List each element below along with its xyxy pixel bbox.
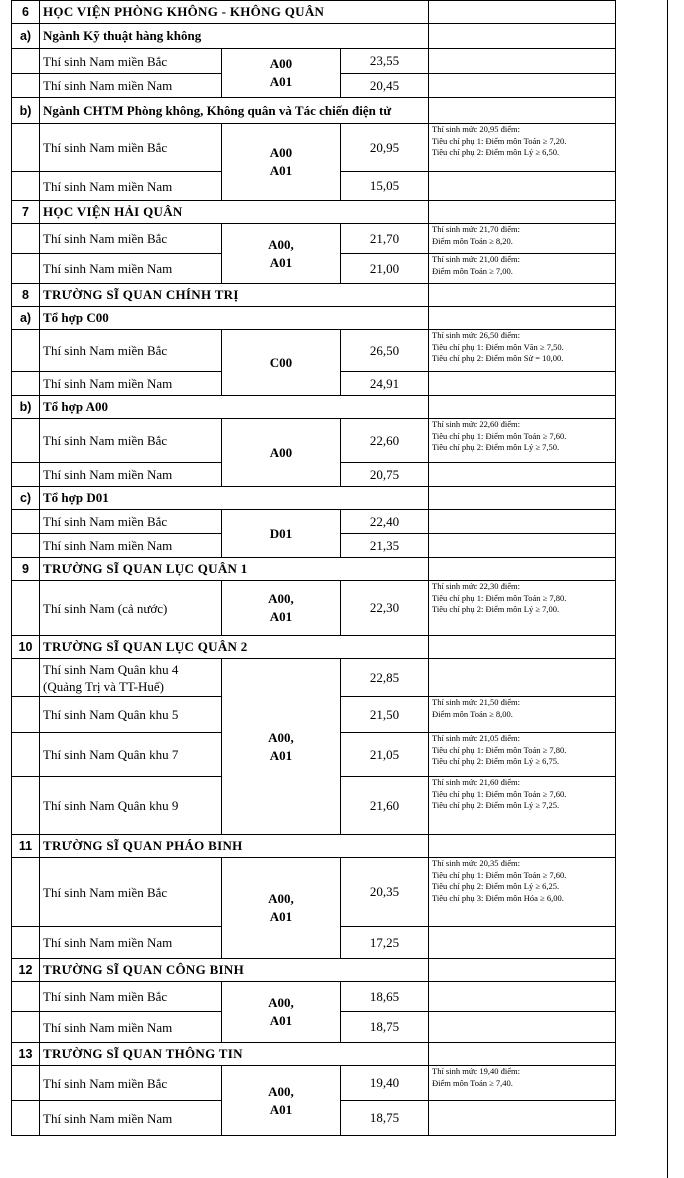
number-cell-empty	[12, 510, 40, 534]
text: b)	[19, 400, 32, 414]
admission-score	[341, 254, 429, 284]
candidate-group	[40, 1066, 222, 1101]
page-edge-line	[667, 0, 668, 1178]
text: 20,35	[369, 884, 400, 899]
tie-break-criteria	[429, 733, 616, 777]
subject-combination	[222, 419, 341, 487]
text: TRƯỜNG SĨ QUAN THÔNG TIN	[43, 1046, 243, 1061]
text: A00	[269, 56, 293, 71]
school-header-row	[12, 1043, 616, 1066]
text: Tiêu chí phụ 1: Điểm môn Toán ≥ 7,60.	[432, 430, 567, 441]
text: A01	[269, 1101, 293, 1117]
text: Tiêu chí phụ 2: Điểm môn Lý ≥ 7,25.	[432, 800, 560, 810]
number-cell-empty	[12, 927, 40, 959]
candidate-group	[40, 224, 222, 254]
note-cell-empty	[429, 927, 616, 959]
school-number	[12, 959, 40, 982]
number-cell-empty	[12, 1101, 40, 1136]
admission-score	[341, 463, 429, 487]
text: A00,	[268, 729, 294, 745]
text: c)	[19, 491, 32, 505]
school-name	[40, 558, 429, 581]
subject-combination	[222, 224, 341, 284]
subject-combination	[222, 330, 341, 396]
candidate-group	[40, 330, 222, 372]
school-header-row	[12, 558, 616, 581]
subject-combination	[222, 982, 341, 1043]
school-name	[40, 636, 429, 659]
school-number	[12, 1043, 40, 1066]
text: 20,95	[369, 139, 400, 155]
text: Tiêu chí phụ 2: Điểm môn Lý ≥ 6,25.	[432, 881, 560, 891]
admission-score	[341, 172, 429, 201]
text: A01	[269, 609, 293, 624]
text: Thí sinh Nam miền Nam	[43, 935, 173, 950]
number-cell-empty	[12, 1066, 40, 1101]
text: Tiêu chí phụ 2: Điểm môn Sử = 10,00.	[432, 353, 564, 363]
group-title	[40, 307, 429, 330]
text: Thí sinh Nam miền Bắc	[43, 514, 168, 529]
subject-combination	[222, 124, 341, 201]
candidate-group	[40, 858, 222, 927]
text: 21,05	[369, 746, 400, 762]
text: A00,	[268, 1083, 294, 1099]
text: Thí sinh Nam Quân khu 4	[43, 661, 179, 677]
text: Thí sinh mức 21,50 điểm:	[432, 697, 520, 707]
number-cell-empty	[12, 49, 40, 74]
candidate-group	[40, 777, 222, 835]
tie-break-criteria	[429, 254, 616, 284]
text: Thí sinh Nam miền Nam	[43, 78, 173, 93]
table-row	[12, 124, 616, 172]
note-cell-empty	[429, 1, 616, 24]
number-cell-empty	[12, 224, 40, 254]
number-cell-empty	[12, 733, 40, 777]
text: TRƯỜNG SĨ QUAN CHÍNH TRỊ	[43, 287, 239, 302]
text: Tiêu chí phụ 1: Điểm môn Toán ≥ 7,80.	[432, 592, 567, 603]
text: Thí sinh Nam Quân khu 9	[43, 798, 179, 813]
admission-score	[341, 858, 429, 927]
text: Ngành Kỹ thuật hàng không	[43, 28, 202, 43]
subject-combination	[222, 659, 341, 835]
text: Tiêu chí phụ 2: Điểm môn Lý ≥ 7,00.	[432, 604, 560, 614]
table-row	[12, 330, 616, 372]
text: Tổ hợp C00	[43, 310, 109, 325]
text: Thí sinh Nam miền Nam	[43, 538, 173, 553]
text: A01	[269, 747, 293, 763]
school-number	[12, 558, 40, 581]
table-row	[12, 982, 616, 1012]
text: Thí sinh mức 19,40 điểm:	[432, 1066, 520, 1076]
candidate-group	[40, 733, 222, 777]
admission-score-table	[11, 0, 616, 1136]
text: 21,50	[369, 706, 400, 722]
number-cell-empty	[12, 172, 40, 201]
note-cell-empty	[429, 98, 616, 124]
admission-score	[341, 927, 429, 959]
school-number	[12, 1, 40, 24]
admission-score	[341, 330, 429, 372]
note-cell-empty	[429, 1043, 616, 1066]
number-cell-empty	[12, 534, 40, 558]
candidate-group	[40, 74, 222, 98]
text: Điểm môn Toán ≥ 8,00.	[432, 708, 513, 719]
text: 21,60	[369, 797, 400, 813]
number-cell-empty	[12, 581, 40, 636]
text: 21,35	[369, 537, 400, 553]
admission-score	[341, 224, 429, 254]
text: Tiêu chí phụ 1: Điểm môn Toán ≥ 7,80.	[432, 744, 567, 755]
text: Tiêu chí phụ 3: Điểm môn Hóa ≥ 6,00.	[432, 892, 564, 903]
text: Thí sinh Nam miền Nam	[43, 1110, 173, 1126]
note-cell-empty	[429, 558, 616, 581]
text: A01	[269, 163, 293, 178]
tie-break-criteria	[429, 224, 616, 254]
note-cell-empty	[429, 49, 616, 74]
group-title	[40, 487, 429, 510]
text: 6	[22, 5, 29, 19]
text: Tiêu chí phụ 2: Điểm môn Lý ≥ 7,50.	[432, 442, 560, 452]
text: Thí sinh Nam (cả nước)	[43, 600, 168, 616]
note-cell-empty	[429, 1101, 616, 1136]
text: Tiêu chí phụ 2: Điểm môn Lý ≥ 6,75.	[432, 756, 560, 766]
note-cell-empty	[429, 172, 616, 201]
text: Tiêu chí phụ 1: Điểm môn Văn ≥ 7,50.	[432, 341, 564, 352]
text: 18,75	[369, 1110, 400, 1125]
text: 24,91	[369, 375, 400, 391]
text: 18,75	[369, 1019, 400, 1034]
school-header-row	[12, 201, 616, 224]
candidate-group	[40, 372, 222, 396]
text: 22,60	[369, 432, 400, 448]
text: Tổ hợp A00	[43, 399, 108, 414]
table-row	[12, 581, 616, 636]
subject-combination	[222, 49, 341, 98]
tie-break-criteria	[429, 581, 616, 636]
text: A00,	[268, 591, 294, 606]
candidate-group	[40, 510, 222, 534]
text: 22,30	[369, 600, 400, 615]
text: 20,75	[369, 466, 400, 482]
tie-break-criteria	[429, 124, 616, 172]
text: Thí sinh Nam miền Bắc	[43, 53, 168, 69]
tie-break-criteria	[429, 330, 616, 372]
text: A00	[269, 444, 293, 460]
text: 21,00	[369, 260, 400, 276]
text: A01	[269, 74, 293, 89]
text: 23,55	[369, 53, 400, 68]
text: 10	[18, 640, 33, 654]
group-title	[40, 98, 429, 124]
text: TRƯỜNG SĨ QUAN PHÁO BINH	[43, 838, 243, 853]
number-cell-empty	[12, 697, 40, 733]
note-cell-empty	[429, 24, 616, 49]
number-cell-empty	[12, 419, 40, 463]
school-name	[40, 201, 429, 224]
table-row	[12, 49, 616, 74]
text: Thí sinh Nam miền Bắc	[43, 884, 168, 900]
admission-score	[341, 982, 429, 1012]
subject-combination	[222, 581, 341, 636]
note-cell-empty	[429, 487, 616, 510]
candidate-group	[40, 1101, 222, 1136]
note-cell-empty	[429, 307, 616, 330]
text: 8	[22, 288, 29, 302]
tie-break-criteria	[429, 858, 616, 927]
text: TRƯỜNG SĨ QUAN LỤC QUÂN 2	[43, 639, 248, 654]
text: Thí sinh Nam miền Bắc	[43, 231, 168, 246]
text: 20,45	[369, 77, 400, 93]
text: 22,40	[369, 513, 400, 529]
table-row	[12, 659, 616, 697]
number-cell-empty	[12, 124, 40, 172]
text: Thí sinh mức 22,60 điểm:	[432, 419, 520, 429]
school-number	[12, 201, 40, 224]
text: 7	[22, 205, 29, 219]
text: HỌC VIỆN PHÒNG KHÔNG - KHÔNG QUÂN	[43, 4, 325, 19]
text: a)	[19, 29, 32, 43]
admission-score	[341, 659, 429, 697]
admission-score	[341, 777, 429, 835]
note-cell-empty	[429, 959, 616, 982]
admission-score	[341, 510, 429, 534]
group-label	[12, 98, 40, 124]
text: A00	[269, 145, 293, 160]
text: b)	[19, 103, 32, 118]
text: Thí sinh mức 21,05 điểm:	[432, 733, 520, 743]
candidate-group	[40, 419, 222, 463]
text: TRƯỜNG SĨ QUAN CÔNG BINH	[43, 962, 245, 977]
candidate-group	[40, 697, 222, 733]
number-cell-empty	[12, 659, 40, 697]
school-number	[12, 835, 40, 858]
note-cell-empty	[429, 1012, 616, 1043]
text: Thí sinh Nam miền Nam	[43, 1019, 173, 1035]
text: A01	[269, 254, 293, 270]
note-cell-empty	[429, 396, 616, 419]
number-cell-empty	[12, 74, 40, 98]
note-cell-empty	[429, 74, 616, 98]
admission-score	[341, 733, 429, 777]
school-name	[40, 1, 429, 24]
candidate-group	[40, 124, 222, 172]
text: A01	[269, 909, 293, 924]
admission-score	[341, 74, 429, 98]
text: Thí sinh Nam Quân khu 7	[43, 747, 179, 762]
subject-combination	[222, 510, 341, 558]
tie-break-criteria	[429, 1066, 616, 1101]
group-title	[40, 24, 429, 49]
number-cell-empty	[12, 1012, 40, 1043]
candidate-group	[40, 927, 222, 959]
note-cell-empty	[429, 835, 616, 858]
text: a)	[19, 311, 32, 325]
number-cell-empty	[12, 777, 40, 835]
text: 12	[18, 963, 33, 977]
text: TRƯỜNG SĨ QUAN LỤC QUÂN 1	[43, 561, 248, 576]
text: Tiêu chí phụ 2: Điểm môn Lý ≥ 6,50.	[432, 147, 560, 157]
text: Tiêu chí phụ 1: Điểm môn Toán ≥ 7,60.	[432, 869, 567, 880]
candidate-group	[40, 172, 222, 201]
text: A00,	[268, 995, 294, 1010]
school-number	[12, 636, 40, 659]
table-row	[12, 419, 616, 463]
school-name	[40, 959, 429, 982]
text: Thí sinh Nam miền Bắc	[43, 989, 168, 1004]
text: 18,65	[369, 988, 400, 1004]
candidate-group	[40, 254, 222, 284]
text: Thí sinh mức 21,60 điểm:	[432, 777, 520, 787]
text: C00	[269, 354, 293, 370]
school-number	[12, 284, 40, 307]
note-cell-empty	[429, 659, 616, 697]
candidate-group	[40, 581, 222, 636]
group-label	[12, 487, 40, 510]
table-row	[12, 858, 616, 927]
admission-score	[341, 372, 429, 396]
text: D01	[269, 525, 293, 541]
group-title	[40, 396, 429, 419]
table-row	[12, 224, 616, 254]
text: Thí sinh Nam miền Nam	[43, 178, 173, 194]
note-cell-empty	[429, 636, 616, 659]
tie-break-criteria	[429, 777, 616, 835]
text: Tiêu chí phụ 1: Điểm môn Toán ≥ 7,20.	[432, 135, 567, 146]
number-cell-empty	[12, 330, 40, 372]
number-cell-empty	[12, 463, 40, 487]
note-cell-empty	[429, 982, 616, 1012]
school-name	[40, 284, 429, 307]
candidate-group	[40, 49, 222, 74]
school-header-row	[12, 636, 616, 659]
text: Thí sinh Nam miền Nam	[43, 376, 173, 391]
number-cell-empty	[12, 372, 40, 396]
note-cell-empty	[429, 372, 616, 396]
table-row	[12, 1066, 616, 1101]
text: Ngành CHTM Phòng không, Không quân và Tác chiến điện tử	[43, 102, 392, 118]
text: Thí sinh Nam miền Bắc	[43, 140, 168, 155]
admission-score	[341, 1012, 429, 1043]
group-header-row	[12, 396, 616, 419]
candidate-group	[40, 1012, 222, 1043]
text: 22,85	[369, 669, 400, 685]
group-header-row	[12, 98, 616, 124]
note-cell-empty	[429, 463, 616, 487]
text: Tổ hợp D01	[43, 490, 109, 505]
text: A01	[269, 1013, 293, 1028]
group-header-row	[12, 24, 616, 49]
school-header-row	[12, 835, 616, 858]
admission-score	[341, 581, 429, 636]
candidate-group	[40, 463, 222, 487]
group-label	[12, 396, 40, 419]
text: Thí sinh Nam miền Bắc	[43, 433, 168, 448]
number-cell-empty	[12, 982, 40, 1012]
tie-break-criteria	[429, 419, 616, 463]
admission-score	[341, 124, 429, 172]
school-header-row	[12, 1, 616, 24]
text: Điểm môn Toán ≥ 7,40.	[432, 1077, 513, 1088]
text: 13	[18, 1047, 33, 1061]
note-cell-empty	[429, 534, 616, 558]
text: Thí sinh mức 21,00 điểm:	[432, 254, 520, 264]
text: 26,50	[369, 342, 400, 358]
school-name	[40, 835, 429, 858]
table-row	[12, 510, 616, 534]
number-cell-empty	[12, 858, 40, 927]
number-cell-empty	[12, 254, 40, 284]
note-cell-empty	[429, 510, 616, 534]
admission-score	[341, 534, 429, 558]
candidate-group	[40, 534, 222, 558]
admission-score	[341, 419, 429, 463]
subject-combination	[222, 1066, 341, 1136]
text: Thí sinh mức 22,30 điểm:	[432, 581, 520, 591]
text: Điểm môn Toán ≥ 7,00.	[432, 265, 513, 276]
text: 15,05	[369, 178, 400, 193]
text: HỌC VIỆN HẢI QUÂN	[43, 204, 183, 219]
group-header-row	[12, 487, 616, 510]
text: Thí sinh mức 26,50 điểm:	[432, 330, 520, 340]
text: A00,	[268, 236, 294, 252]
text: Thí sinh Nam miền Bắc	[43, 1075, 168, 1091]
school-header-row	[12, 284, 616, 307]
text: Thí sinh mức 20,95 điểm:	[432, 124, 520, 134]
text: Điểm môn Toán ≥ 8,20.	[432, 235, 513, 246]
subject-combination	[222, 858, 341, 959]
school-header-row	[12, 959, 616, 982]
school-name	[40, 1043, 429, 1066]
text: Thí sinh Nam Quân khu 5	[43, 707, 179, 722]
group-header-row	[12, 307, 616, 330]
text: Thí sinh mức 20,35 điểm:	[432, 858, 520, 868]
text: 9	[22, 562, 29, 576]
text: 17,25	[369, 934, 400, 950]
text: Thí sinh Nam miền Nam	[43, 467, 173, 482]
note-cell-empty	[429, 201, 616, 224]
text: Thí sinh Nam miền Nam	[43, 261, 173, 276]
text: 21,70	[369, 230, 400, 246]
admission-score	[341, 49, 429, 74]
group-label	[12, 24, 40, 49]
admission-score	[341, 1066, 429, 1101]
text: Thí sinh Nam miền Bắc	[43, 343, 168, 358]
note-cell-empty	[429, 284, 616, 307]
tie-break-criteria	[429, 697, 616, 733]
admission-score	[341, 697, 429, 733]
admission-score	[341, 1101, 429, 1136]
text: 19,40	[369, 1075, 400, 1090]
candidate-group	[40, 659, 222, 697]
text: 11	[18, 839, 33, 853]
text: Tiêu chí phụ 1: Điểm môn Toán ≥ 7,60.	[432, 788, 567, 799]
candidate-group	[40, 982, 222, 1012]
text: A00,	[268, 891, 294, 906]
text: (Quảng Trị và TT-Huế)	[43, 678, 164, 694]
group-label	[12, 307, 40, 330]
text: Thí sinh mức 21,70 điểm:	[432, 224, 520, 234]
